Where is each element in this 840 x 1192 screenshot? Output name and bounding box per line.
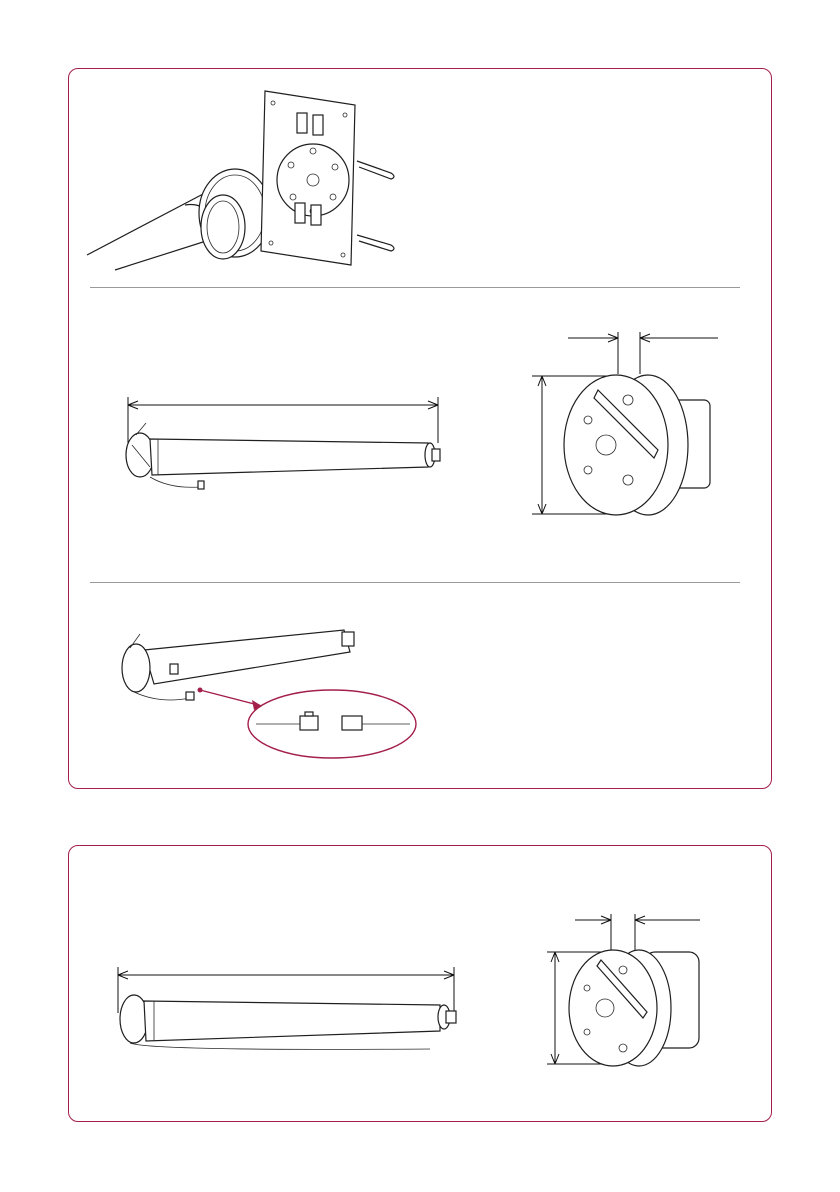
motor-head-dimension-drawing [545,912,705,1072]
motor-connector-illustration [110,620,430,765]
motor-length-dimension-drawing [110,395,455,505]
motor-head-dimension-drawing [528,330,728,525]
section-divider [90,287,740,288]
motor-length-dimension-drawing [110,965,470,1065]
bracket-mounting-illustration [85,85,415,275]
section-divider [90,582,740,583]
